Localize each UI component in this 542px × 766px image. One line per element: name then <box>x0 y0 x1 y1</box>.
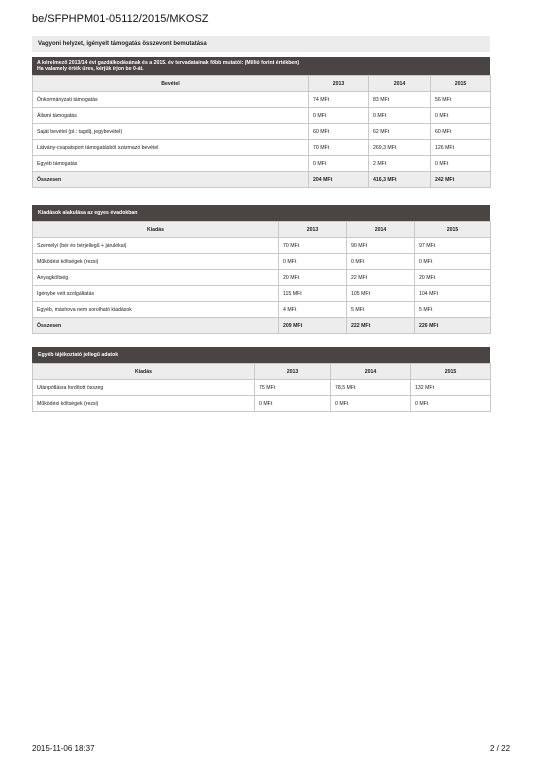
cell-value: 0 MFt <box>431 108 491 124</box>
column-header: Kiadás <box>33 222 279 238</box>
other-heading: Egyéb tájékoztató jellegű adatok <box>32 347 490 363</box>
row-label: Igénybe vett szolgáltatás <box>33 286 279 302</box>
table-row <box>33 92 491 108</box>
cell-value: 0 MFt <box>255 396 331 412</box>
total-value: 242 MFt <box>431 172 491 188</box>
row-label: Látvány-csapatsport támogatásból származó bevétel <box>33 140 309 156</box>
column-header: 2013 <box>309 76 369 92</box>
cell-value: 0 MFt <box>431 156 491 172</box>
row-label: Egyéb, máshova nem sorolható kiadások <box>33 302 279 318</box>
column-header: 2015 <box>411 364 491 380</box>
table-row <box>33 238 491 254</box>
footer-page-number: 2 / 22 <box>490 744 511 753</box>
cell-value: 0 MFt <box>279 254 347 270</box>
row-label: Saját bevétel (pl.: tagdíj, jegybevétel) <box>33 124 309 140</box>
cell-value: 0 MFt <box>309 108 369 124</box>
table-row <box>33 396 491 412</box>
cell-value: 20 MFt <box>415 270 491 286</box>
column-header: 2013 <box>255 364 331 380</box>
cell-value: 5 MFt <box>415 302 491 318</box>
cell-value: 22 MFt <box>347 270 415 286</box>
cell-value: 0 MFt <box>309 156 369 172</box>
total-value: 209 MFt <box>279 318 347 334</box>
cell-value: 2 MFt <box>369 156 431 172</box>
cell-value: 0 MFt <box>331 396 411 412</box>
cell-value: 70 MFt <box>279 238 347 254</box>
cell-value: 5 MFt <box>347 302 415 318</box>
other-table <box>32 363 491 412</box>
cell-value: 83 MFt <box>369 92 431 108</box>
cell-value: 0 MFt <box>415 254 491 270</box>
income-table <box>32 75 491 188</box>
row-label: Anyagköltség <box>33 270 279 286</box>
table-row <box>33 108 491 124</box>
cell-value: 0 MFt <box>347 254 415 270</box>
income-panel <box>32 36 490 188</box>
cell-value: 60 MFt <box>309 124 369 140</box>
table-row <box>33 270 491 286</box>
table-row <box>33 380 491 396</box>
row-label: Működési költségek (rezsi) <box>33 254 279 270</box>
expenses-heading: Kiadások alakulása az egyes évadokban <box>32 205 490 221</box>
column-header: 2015 <box>415 222 491 238</box>
total-row <box>33 172 491 188</box>
table-row <box>33 302 491 318</box>
cell-value: 97 MFt <box>415 238 491 254</box>
row-label: Utánpótlásra fordított összeg <box>33 380 255 396</box>
total-label: Összesen <box>33 172 309 188</box>
income-heading-line2: Ha valamely érték üres, kérjük írjon be 0-át. <box>37 66 144 73</box>
cell-value: 126 MFt <box>431 140 491 156</box>
table-row <box>33 254 491 270</box>
cell-value: 90 MFt <box>347 238 415 254</box>
expenses-panel <box>32 205 490 334</box>
cell-value: 56 MFt <box>431 92 491 108</box>
column-header: 2014 <box>331 364 411 380</box>
column-header: 2013 <box>279 222 347 238</box>
income-heading <box>32 57 490 75</box>
other-panel <box>32 347 490 412</box>
total-label: Összesen <box>33 318 279 334</box>
income-heading-line1: A kérelmező 2013/14 évi gazdálkodásának és a 2015. év tervadatainak főbb mutatói: (Millió forint értékben) <box>37 60 300 66</box>
income-header-row <box>33 76 491 92</box>
cell-value: 0 MFt <box>411 396 491 412</box>
cell-value: 20 MFt <box>279 270 347 286</box>
cell-value: 75 MFt <box>255 380 331 396</box>
table-row <box>33 140 491 156</box>
cell-value: 62 MFt <box>369 124 431 140</box>
row-label: Önkormányzati támogatás <box>33 92 309 108</box>
row-label: Működési költségek (rezsi) <box>33 396 255 412</box>
expenses-header-row <box>33 222 491 238</box>
table-row <box>33 124 491 140</box>
column-header: Bevétel <box>33 76 309 92</box>
document-id: be/SFPHPM01-05112/2015/MKOSZ <box>32 13 209 25</box>
total-value: 226 MFt <box>415 318 491 334</box>
cell-value: 104 MFt <box>415 286 491 302</box>
other-header-row <box>33 364 491 380</box>
cell-value: 78,5 MFt <box>331 380 411 396</box>
cell-value: 105 MFt <box>347 286 415 302</box>
cell-value: 132 MFt <box>411 380 491 396</box>
table-row <box>33 156 491 172</box>
total-row <box>33 318 491 334</box>
section-title: Vagyoni helyzet, igényelt támogatás összevont bemutatása <box>32 36 490 52</box>
cell-value: 115 MFt <box>279 286 347 302</box>
cell-value: 269,3 MFt <box>369 140 431 156</box>
column-header: 2014 <box>347 222 415 238</box>
cell-value: 70 MFt <box>309 140 369 156</box>
cell-value: 0 MFt <box>369 108 431 124</box>
cell-value: 4 MFt <box>279 302 347 318</box>
total-value: 204 MFt <box>309 172 369 188</box>
cell-value: 74 MFt <box>309 92 369 108</box>
row-label: Személyi (bér és bérjellegű + járulékai) <box>33 238 279 254</box>
column-header: Kiadás <box>33 364 255 380</box>
row-label: Állami támogatás <box>33 108 309 124</box>
total-value: 222 MFt <box>347 318 415 334</box>
expenses-table <box>32 221 491 334</box>
row-label: Egyéb támogatás <box>33 156 309 172</box>
column-header: 2014 <box>369 76 431 92</box>
total-value: 416,3 MFt <box>369 172 431 188</box>
cell-value: 60 MFt <box>431 124 491 140</box>
column-header: 2015 <box>431 76 491 92</box>
table-row <box>33 286 491 302</box>
footer-date: 2015-11-06 18:37 <box>32 744 95 753</box>
